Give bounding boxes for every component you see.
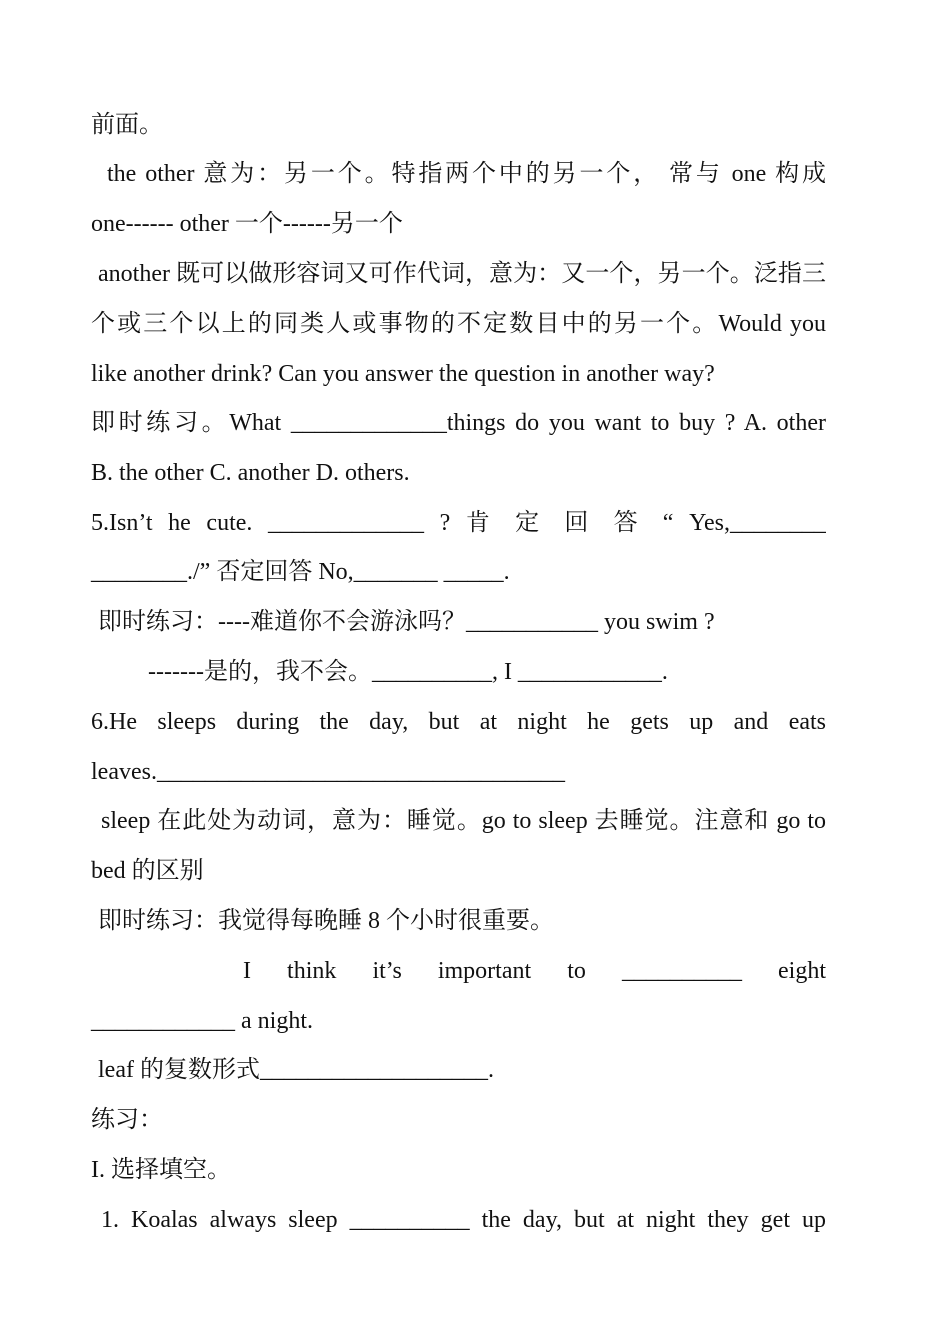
- question-line: 5.Isn’t he cute. _____________ ? 肯 定 回 答 “ Yes,________: [91, 510, 826, 536]
- text-line: sleep 在此处为动词，意为：睡觉。go to sleep 去睡觉。注意和 go to: [101, 808, 826, 834]
- text-line: the other 意为：另一个。特指两个中的另一个， 常与 one 构成: [107, 161, 826, 187]
- text-line: I think it’s important to __________ eight: [243, 958, 826, 984]
- exercise-line: 即时练习。What _____________things do you want to buy ? A. other: [91, 410, 826, 436]
- exercise-line: 即时练习：----难道你不会游泳吗？___________ you swim ?: [98, 609, 715, 635]
- question-line: 1. Koalas always sleep __________ the day, but at night they get up: [101, 1207, 826, 1233]
- text-line: bed 的区别: [91, 858, 204, 884]
- question-line: 6.He sleeps during the day, but at night he gets up and eats: [91, 709, 826, 735]
- text-line: B. the other C. another D. others.: [91, 460, 410, 486]
- text-line: another 既可以做形容词又可作代词，意为：又一个，另一个。泛指三: [98, 261, 826, 287]
- exercise-line: 即时练习：我觉得每晚睡 8 个小时很重要。: [98, 908, 554, 934]
- text-line: leaf 的复数形式___________________.: [98, 1057, 494, 1083]
- text-line: -------是的，我不会。__________, I ____________.: [148, 659, 668, 685]
- text-line: like another drink? Can you answer the question in another way?: [91, 361, 715, 387]
- text-line: one------ other 一个------另一个: [91, 211, 403, 237]
- text-line: ____________ a night.: [91, 1008, 313, 1034]
- text-line: 前面。: [91, 112, 163, 138]
- text-line: 个或三个以上的同类人或事物的不定数目中的另一个。Would you: [91, 311, 826, 337]
- section-heading: 练习：: [91, 1107, 163, 1133]
- text-line: leaves.__________________________________: [91, 759, 565, 785]
- section-heading: I. 选择填空。: [91, 1157, 231, 1183]
- text-line: ________./” 否定回答 No,_______ _____.: [91, 559, 510, 585]
